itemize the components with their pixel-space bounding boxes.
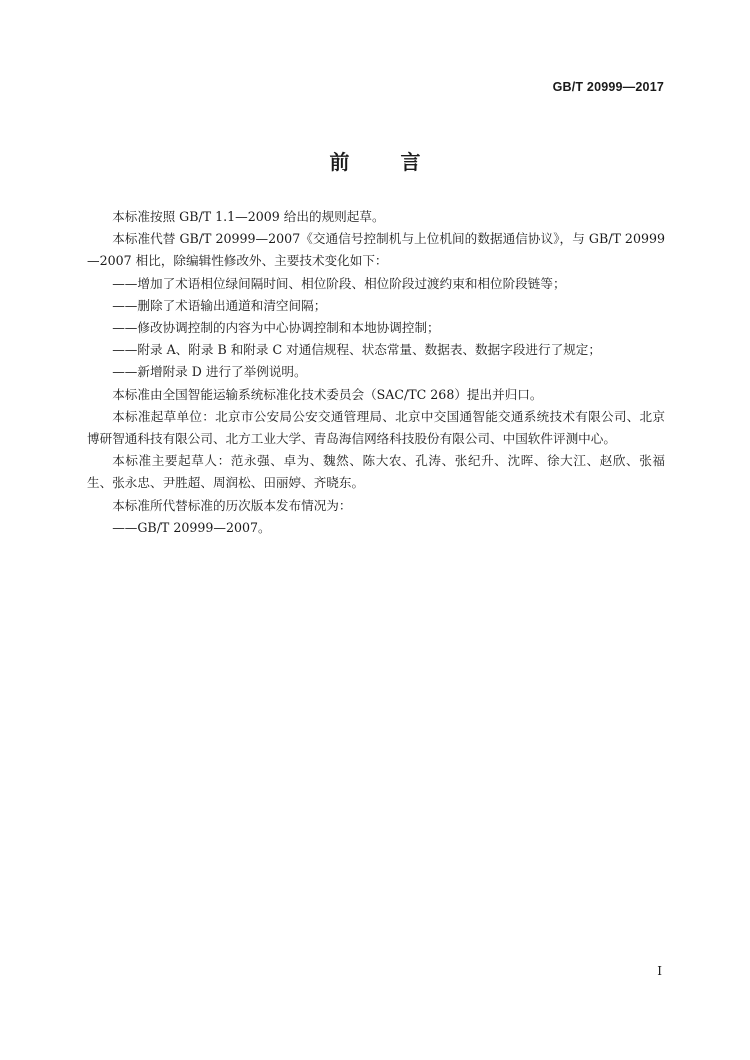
paragraph-previous-editions: 本标准所代替标准的历次版本发布情况为： (112, 497, 352, 513)
list-item: ——增加了术语相位绿间隔时间、相位阶段、相位阶段过渡约束和相位阶段链等； (112, 275, 566, 291)
standard-code: GB/T 20999—2017 (552, 80, 664, 94)
foreword-body (87, 206, 665, 539)
paragraph-drafting-rules: 本标准按照 GB/T 1.1—2009 给出的规则起草。 (112, 209, 385, 224)
paragraph-replacement: 本标准代替 GB/T 20999—2007《交通信号控制机与上位机间的数据通信协议》，与 GB/T 20999—2007 相比，除编辑性修改外、主要技术变化如下： (87, 231, 665, 269)
page-number: I (657, 964, 662, 978)
list-item: ——新增附录 D 进行了举例说明。 (112, 364, 307, 380)
list-item: ——附录 A、附录 B 和附录 C 对通信规程、状态常量、数据表、数据字段进行了规定； (112, 342, 601, 358)
list-item: ——GB/T 20999—2007。 (112, 519, 271, 535)
page-title: 前 言 (329, 150, 443, 174)
paragraph-drafters: 本标准主要起草人：范永强、卓为、魏然、陈大农、孔涛、张纪升、沈晖、徐大江、赵欣、张福生、张永忠、尹胜超、周润松、田丽婷、齐晓东。 (87, 453, 665, 491)
paragraph-drafting-units: 本标准起草单位：北京市公安局公安交通管理局、北京中交国通智能交通系统技术有限公司、北京博研智通科技有限公司、北方工业大学、青岛海信网络科技股份有限公司、中国软件评测中心。 (87, 408, 665, 447)
list-item: ——删除了术语输出通道和清空间隔； (112, 297, 327, 313)
list-item: ——修改协调控制的内容为中心协调控制和本地协调控制； (112, 320, 440, 336)
paragraph-proposer: 本标准由全国智能运输系统标准化技术委员会（SAC/TC 268）提出并归口。 (112, 386, 543, 402)
